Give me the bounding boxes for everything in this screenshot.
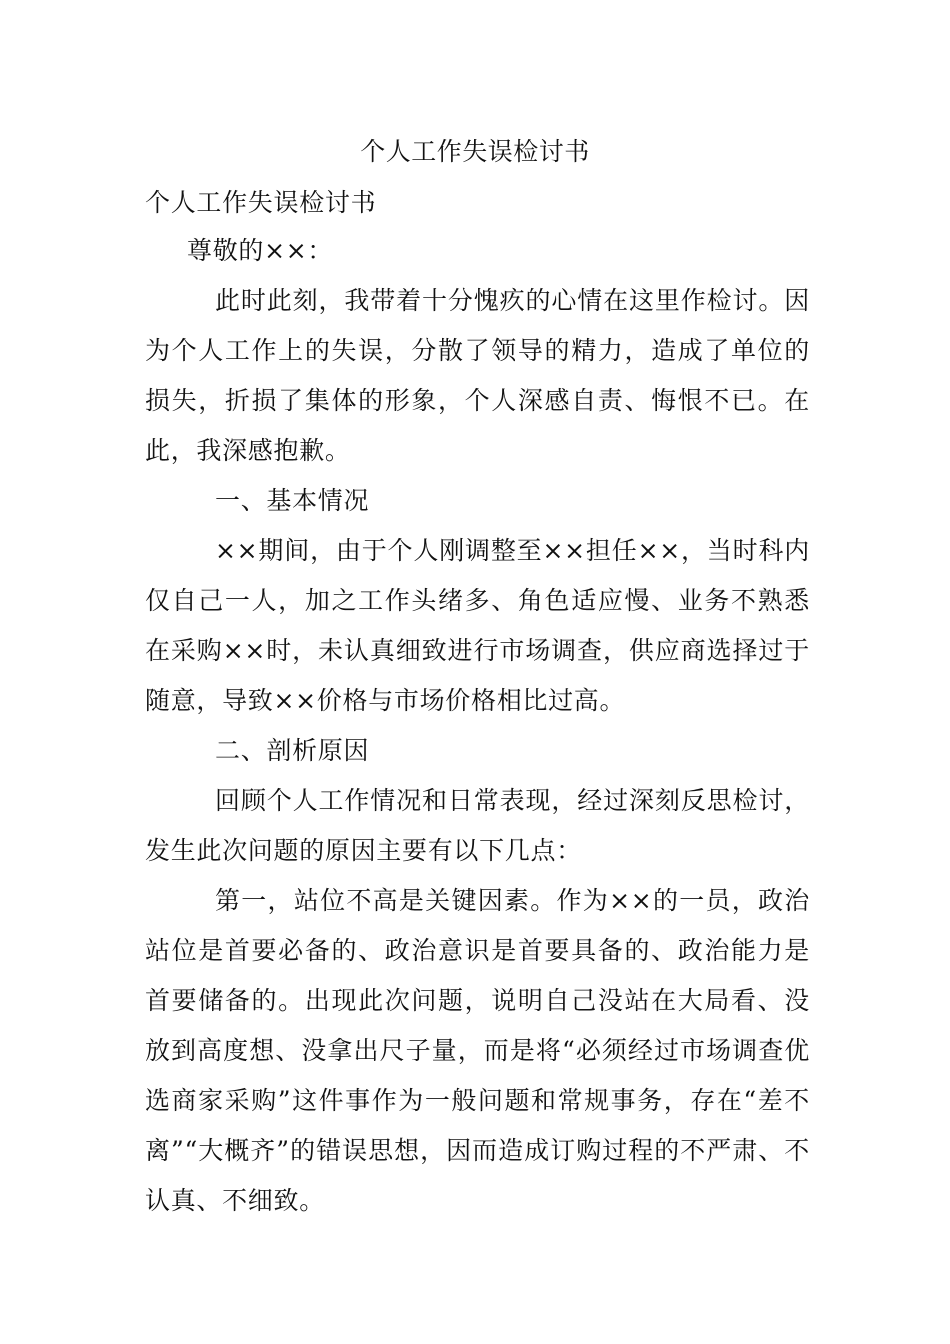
paragraph-opening: 此时此刻，我带着十分愧疚的心情在这里作检讨。因为个人工作上的失误，分散了领导的精力，造成了单位的损失，折损了集体的形象，个人深感自责、悔恨不已。在此，我深感抱歉。	[145, 286, 810, 465]
paragraph-basic-situation: ××期间，由于个人刚调整至××担任××，当时科内仅自己一人，加之工作头绪多、角色适应慢、业务不熟悉在采购××时，未认真细致进行市场调查，供应商选择过于随意，导致××价格与市场价格相比过高。	[145, 536, 810, 715]
salutation: 尊敬的××：	[187, 236, 334, 265]
paragraph-first-cause: 第一，站位不高是关键因素。作为××的一员，政治站位是首要必备的、政治意识是首要具备的、政治能力是首要储备的。出现此次问题，说明自己没站在大局看、没放到高度想、没拿出尺子量，而是将“必须经过市场调查优选商家采购”这件事作为一般问题和常规事务，存在“差不离”“大概齐”的错误思想，因而造成订购过程的不严肃、不认真、不细致。	[145, 886, 810, 1215]
document-subtitle: 个人工作失误检讨书	[145, 188, 377, 217]
document-title: 个人工作失误检讨书	[360, 137, 590, 166]
section-heading-basic-situation: 一、基本情况	[215, 486, 370, 515]
document-body	[145, 180, 810, 1226]
section-heading-cause-analysis: 二、剖析原因	[215, 736, 370, 765]
paragraph-review: 回顾个人工作情况和日常表现，经过深刻反思检讨，发生此次问题的原因主要有以下几点：	[145, 786, 810, 865]
